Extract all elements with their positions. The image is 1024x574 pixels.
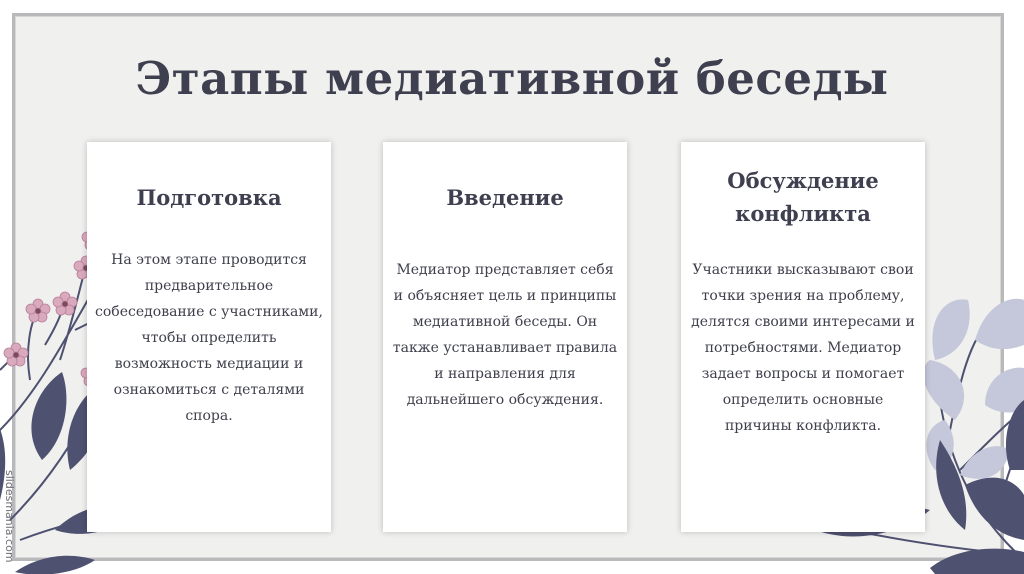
card-heading: Введение xyxy=(446,185,564,210)
card-heading: Обсуждение конфликта xyxy=(727,168,879,226)
watermark: slidesmania.com xyxy=(3,470,16,563)
stage-card-discussion xyxy=(681,142,925,532)
card-text: Участники высказывают свои точки зрения на проблему, делятся своими интересами и потребностями. Медиатор задает вопросы и помогает определить основные причины конфликта. xyxy=(691,262,915,434)
stage-card-introduction xyxy=(383,142,627,532)
card-heading: Подготовка xyxy=(136,185,282,210)
card-text: Медиатор представляет себя и объясняет цель и принципы медиативной беседы. Он также устанавливает правила и направления для дальнейшего обсуждения. xyxy=(392,262,618,408)
stage-card-preparation xyxy=(87,142,331,532)
page-title: Этапы медиативной беседы xyxy=(135,52,889,105)
card-text: На этом этапе проводится предварительное собеседование с участниками, чтобы определить возможность медиации и ознакомиться с деталями спора. xyxy=(95,252,323,424)
